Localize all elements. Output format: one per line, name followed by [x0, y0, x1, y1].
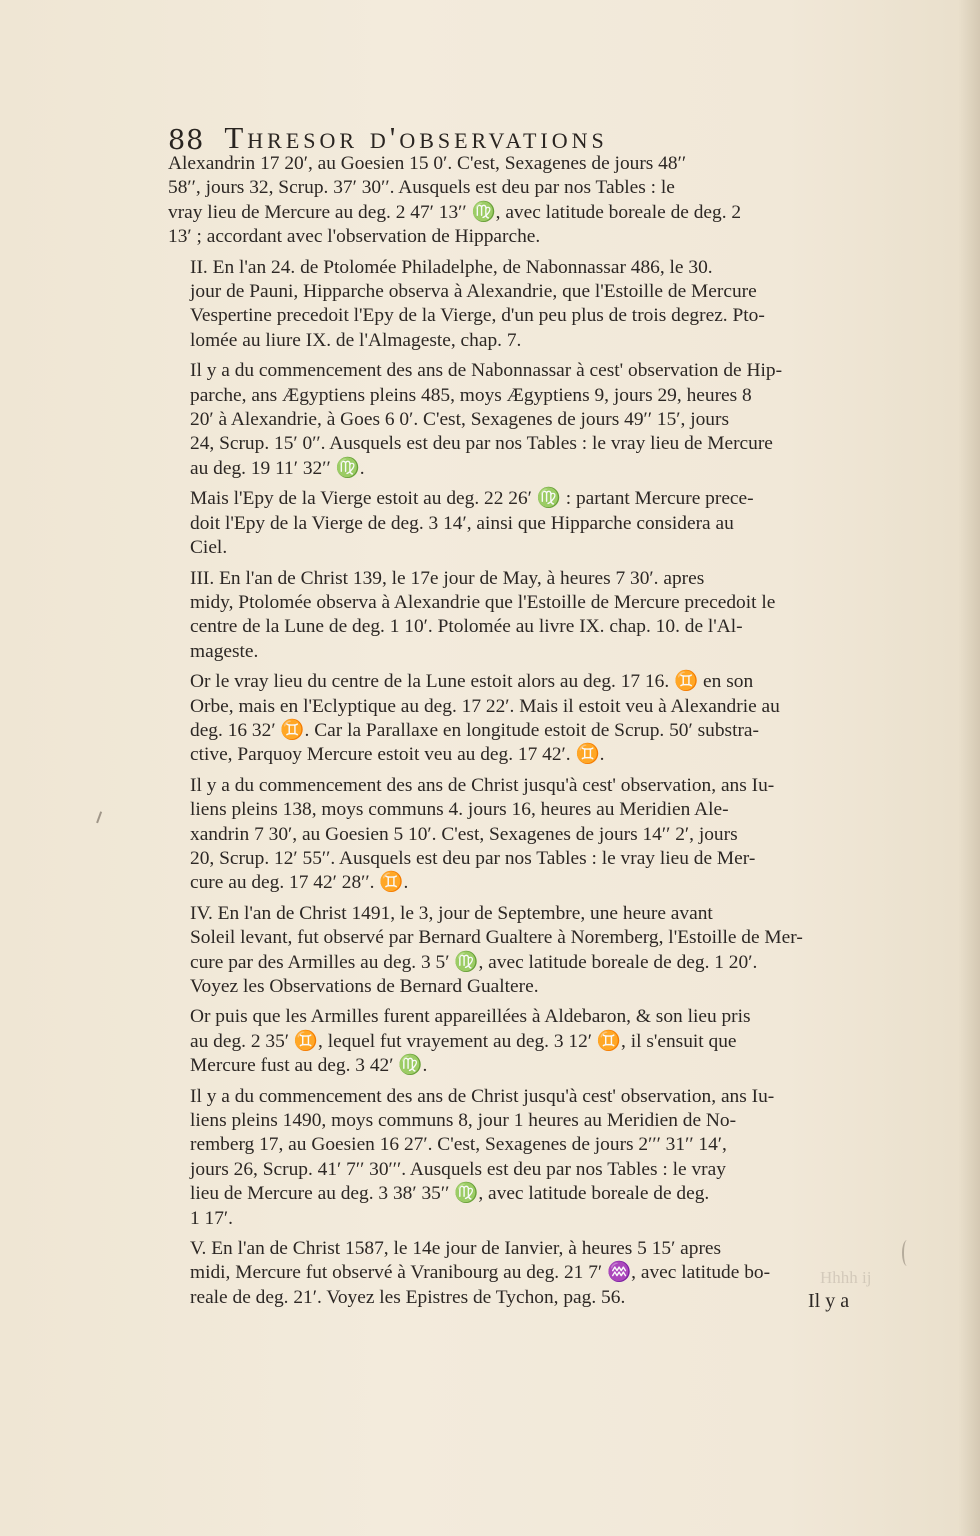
text-line: cure par des Armilles au deg. 3 5′ ♍, avec latitude boreale de deg. 1 20′.: [190, 951, 758, 973]
text-line: Orbe, mais en l'Eclyptique au deg. 17 22′. Mais il estoit veu à Alexandrie au: [190, 695, 780, 717]
text-line: reale de deg. 21′. Voyez les Epistres de Tychon, pag. 56.: [190, 1286, 626, 1308]
text-line: V. En l'an de Christ 1587, le 14e jour de Ianvier, à heures 5 15′ apres: [190, 1238, 722, 1260]
text-line: III. En l'an de Christ 139, le 17e jour de May, à heures 7 30′. apres: [190, 567, 705, 589]
text-line: liens pleins 138, moys communs 4. jours 16, heures au Meridien Ale-: [190, 799, 729, 821]
text-line: lomée au liure IX. de l'Almageste, chap. 7.: [190, 329, 522, 351]
text-line: midi, Mercure fut observé à Vranibourg au deg. 21 7′ ♒, avec latitude bo-: [190, 1262, 771, 1284]
paragraph: [168, 1005, 862, 1078]
text-line: Mercure fust au deg. 3 42′ ♍.: [190, 1055, 428, 1077]
text-line: Voyez les Observations de Bernard Gualtere.: [190, 976, 539, 997]
text-line: IV. En l'an de Christ 1491, le 3, jour de Septembre, une heure avant: [190, 902, 713, 924]
text-line: Il y a du commencement des ans de Christ jusqu'à cest' observation, ans Iu-: [190, 1085, 775, 1107]
paragraph: [168, 1085, 862, 1231]
text-line: 1 17′.: [190, 1207, 234, 1229]
paragraph: [168, 487, 862, 560]
paragraph: [168, 359, 862, 481]
text-line: deg. 16 32′ ♊. Car la Parallaxe en longitude estoit de Scrup. 50′ substra-: [190, 719, 759, 741]
paragraph: [168, 567, 862, 665]
text-line: midy, Ptolomée observa à Alexandrie que l'Estoille de Mercure precedoit le: [190, 591, 776, 613]
text-line: mageste.: [190, 640, 259, 662]
ink-mark: [96, 811, 106, 824]
text-line: doit l'Epy de la Vierge de deg. 3 14′, ainsi que Hipparche considera au: [190, 512, 734, 534]
page-number: 88: [168, 125, 205, 156]
text-line: II. En l'an 24. de Ptolomée Philadelphe, de Nabonnassar 486, le 30.: [190, 256, 713, 278]
text-line: Alexandrin 17 20′, au Goesien 15 0′. C'est, Sexagenes de jours 48′′: [168, 153, 687, 174]
text-line: 20′ à Alexandrie, à Goes 6 0′. C'est, Sexagenes de jours 49′′ 15′, jours: [190, 409, 729, 431]
text-line: Il y a du commencement des ans de Nabonnassar à cest' observation de Hip-: [190, 360, 783, 382]
text-line: 13′ ; accordant avec l'observation de Hipparche.: [168, 226, 541, 248]
text-line: au deg. 19 11′ 32′′ ♍.: [190, 457, 365, 479]
page-body: [168, 152, 862, 1316]
text-line: 24, Scrup. 15′ 0′′. Ausquels est deu par nos Tables : le vray lieu de Mercure: [190, 433, 773, 455]
text-line: xandrin 7 30′, au Goesien 5 10′. C'est, Sexagenes de jours 14′′ 2′, jours: [190, 823, 738, 845]
paragraph: [168, 256, 862, 354]
running-title: Thresor d'observations: [224, 120, 608, 155]
paragraph: [168, 902, 862, 1000]
text-line: ctive, Parquoy Mercure estoit veu au deg. 17 42′. ♊.: [190, 744, 605, 766]
text-line: jours 26, Scrup. 41′ 7′′ 30′′′. Ausquels est deu par nos Tables : le vray: [190, 1158, 726, 1180]
text-line: parche, ans Ægyptiens pleins 485, moys Ægyptiens 9, jours 29, heures 8: [190, 384, 752, 406]
text-line: cure au deg. 17 42′ 28′′. ♊.: [190, 872, 409, 894]
paragraph: [168, 1237, 862, 1310]
text-line: 58′′, jours 32, Scrup. 37′ 30′′. Ausquels est deu par nos Tables : le: [168, 177, 675, 199]
text-line: Vespertine precedoit l'Epy de la Vierge, d'un peu plus de trois degrez. Pto-: [190, 305, 765, 327]
text-line: liens pleins 1490, moys communs 8, jour 1 heures au Meridien de No-: [190, 1110, 737, 1132]
text-line: Il y a du commencement des ans de Christ jusqu'à cest' observation, ans Iu-: [190, 774, 775, 796]
text-line: vray lieu de Mercure au deg. 2 47′ 13′′ ♍, avec latitude boreale de deg. 2: [168, 201, 742, 223]
text-line: Or le vray lieu du centre de la Lune estoit alors au deg. 17 16. ♊ en son: [190, 671, 754, 693]
ink-mark: [902, 1240, 912, 1266]
paragraph: [168, 774, 862, 896]
text-line: jour de Pauni, Hipparche observa à Alexandrie, que l'Estoille de Mercure: [190, 281, 757, 303]
text-line: Or puis que les Armilles furent appareillées à Aldebaron, & son lieu pris: [190, 1006, 751, 1028]
catchword: Il y a: [808, 1290, 850, 1312]
text-line: Ciel.: [190, 537, 228, 559]
text-line: 20, Scrup. 12′ 55′′. Ausquels est deu par nos Tables : le vray lieu de Mer-: [190, 847, 756, 869]
text-line: au deg. 2 35′ ♊, lequel fut vrayement au deg. 3 12′ ♊, il s'ensuit que: [190, 1030, 737, 1052]
text-line: Mais l'Epy de la Vierge estoit au deg. 22 26′ ♍ : partant Mercure prece-: [190, 488, 754, 510]
page-header: [168, 112, 858, 156]
text-line: Soleil levant, fut observé par Bernard Gualtere à Noremberg, l'Estoille de Mer-: [190, 927, 803, 949]
text-line: lieu de Mercure au deg. 3 38′ 35′′ ♍, avec latitude boreale de deg.: [190, 1183, 710, 1205]
text-line: remberg 17, au Goesien 16 27′. C'est, Sexagenes de jours 2′′′ 31′′ 14′,: [190, 1134, 727, 1156]
show-through-text: Hhhh ij: [820, 1268, 872, 1287]
text-line: centre de la Lune de deg. 1 10′. Ptolomée au livre IX. chap. 10. de l'Al-: [190, 616, 743, 638]
paragraph: [168, 152, 862, 250]
paragraph: [168, 670, 862, 768]
